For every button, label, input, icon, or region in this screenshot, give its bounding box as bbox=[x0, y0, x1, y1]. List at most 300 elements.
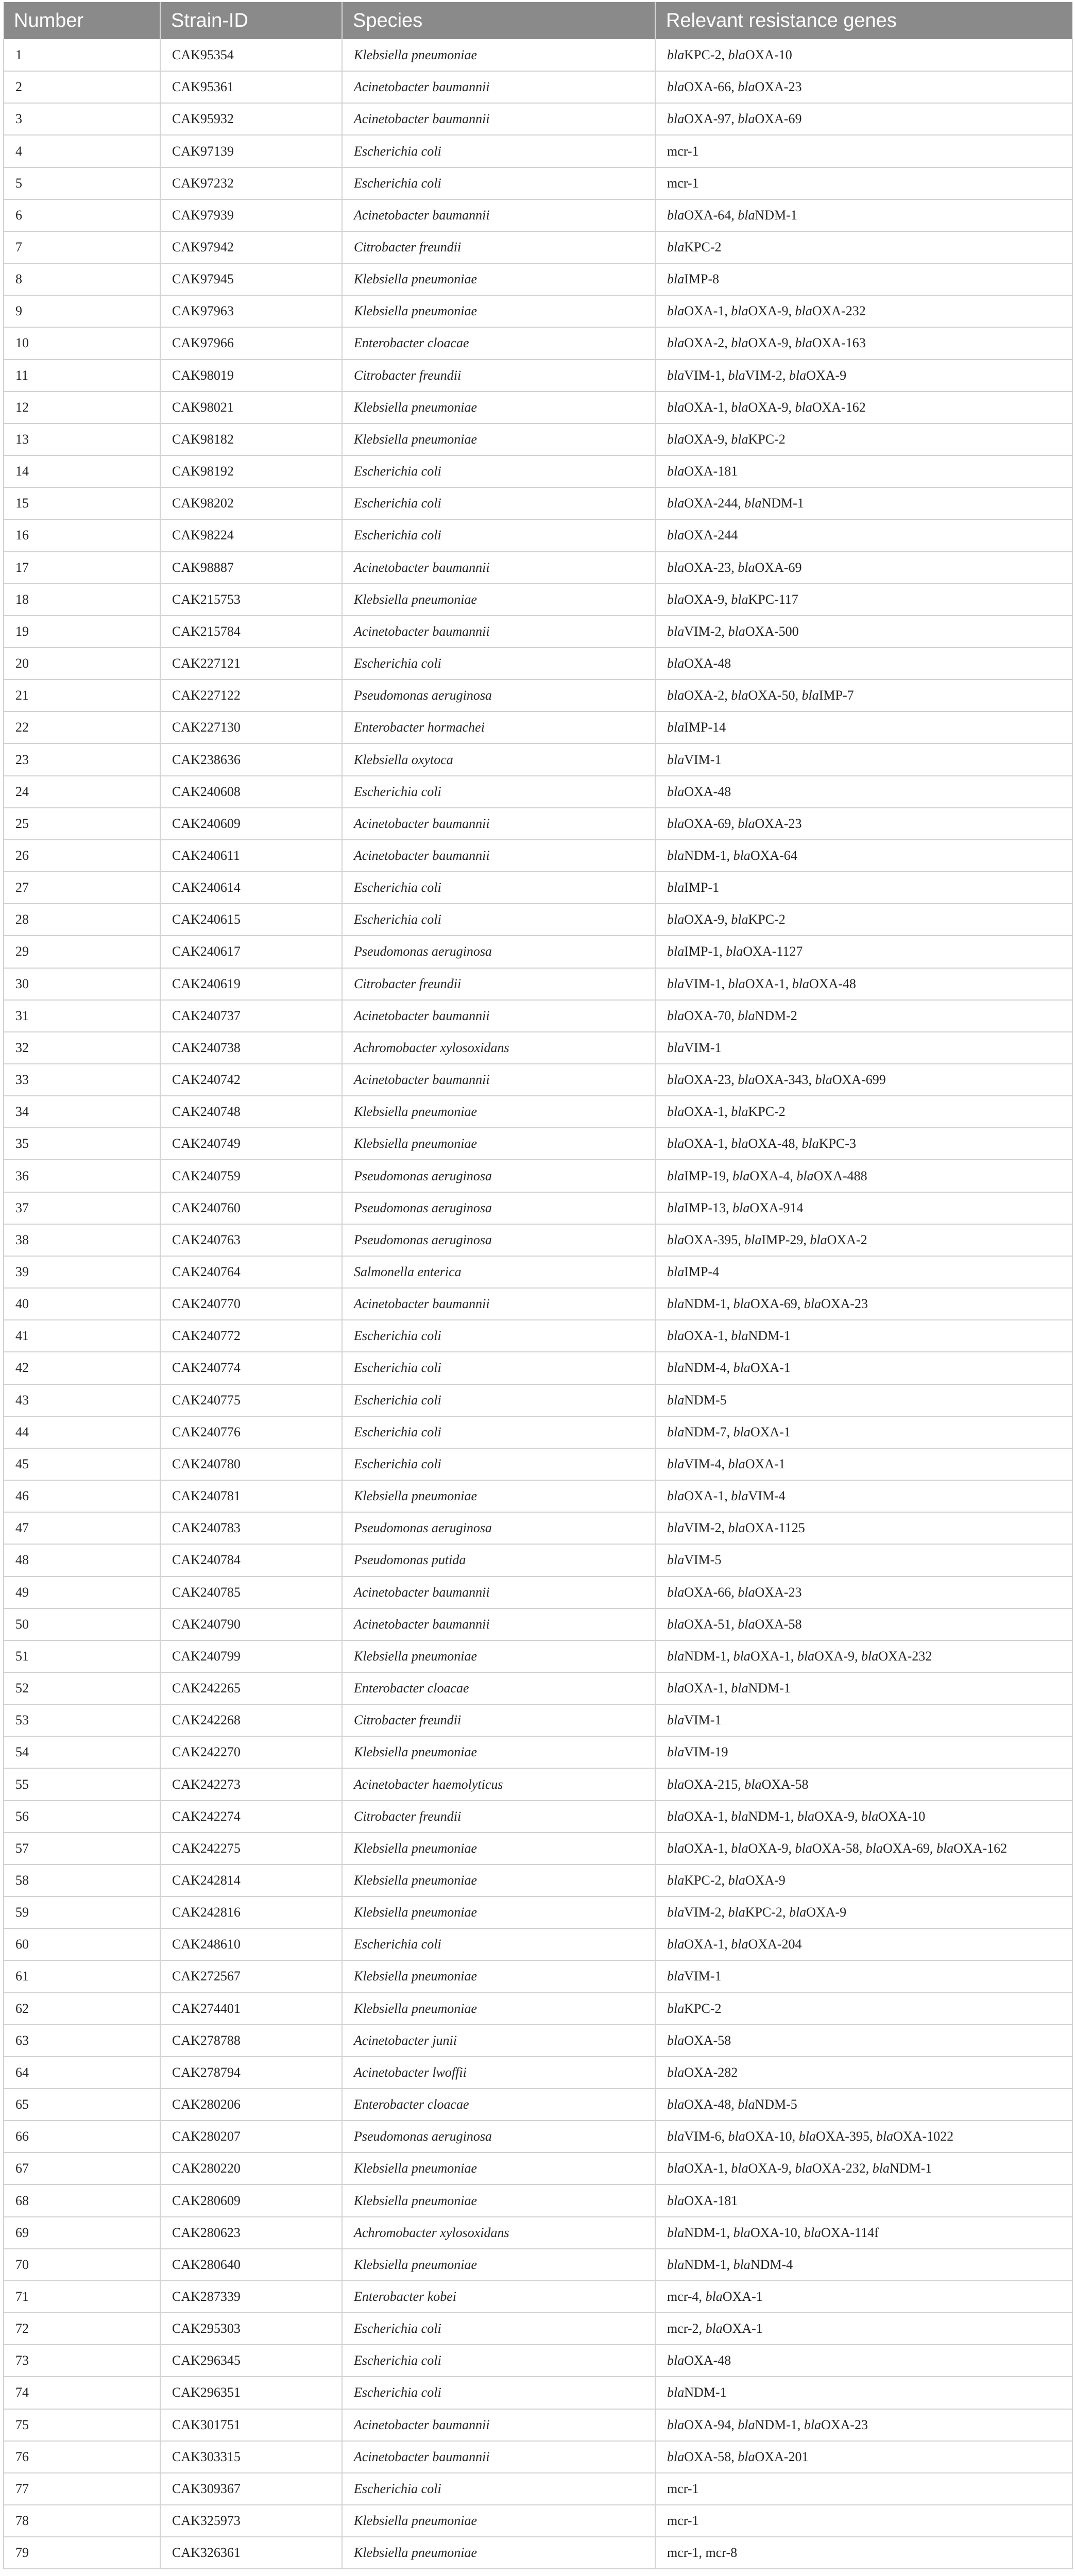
cell-species: Acinetobacter junii bbox=[342, 2025, 655, 2057]
cell-strain-id: CAK280207 bbox=[160, 2121, 342, 2153]
cell-species: Salmonella enterica bbox=[342, 1256, 655, 1288]
cell-strain-id: CAK242816 bbox=[160, 1896, 342, 1928]
cell-species: Acinetobacter baumannii bbox=[342, 103, 655, 135]
table-row bbox=[4, 584, 1072, 616]
cell-number: 27 bbox=[4, 872, 160, 904]
cell-species: Klebsiella pneumoniae bbox=[342, 295, 655, 327]
cell-genes: blaIMP-1, blaOXA-1127 bbox=[655, 936, 1072, 968]
cell-species: Pseudomonas aeruginosa bbox=[342, 936, 655, 968]
cell-strain-id: CAK280220 bbox=[160, 2153, 342, 2184]
table-row bbox=[4, 808, 1072, 840]
cell-species: Klebsiella pneumoniae bbox=[342, 1640, 655, 1672]
cell-genes: blaVIM-1, blaVIM-2, blaOXA-9 bbox=[655, 360, 1072, 392]
cell-genes: blaVIM-2, blaOXA-500 bbox=[655, 616, 1072, 648]
table-row bbox=[4, 1128, 1072, 1160]
cell-number: 40 bbox=[4, 1288, 160, 1320]
cell-species: Enterobacter cloacae bbox=[342, 1672, 655, 1704]
table-row bbox=[4, 1096, 1072, 1128]
cell-genes: blaOXA-66, blaOXA-23 bbox=[655, 71, 1072, 103]
table-row bbox=[4, 840, 1072, 872]
cell-species: Pseudomonas aeruginosa bbox=[342, 1192, 655, 1224]
table-row bbox=[4, 327, 1072, 359]
cell-species: Klebsiella pneumoniae bbox=[342, 1865, 655, 1896]
table-row bbox=[4, 904, 1072, 936]
table-row bbox=[4, 2537, 1072, 2569]
table-row bbox=[4, 2473, 1072, 2505]
cell-number: 57 bbox=[4, 1833, 160, 1865]
resistance-genes-table bbox=[3, 2, 1073, 2569]
cell-genes: blaVIM-5 bbox=[655, 1544, 1072, 1576]
table-row bbox=[4, 199, 1072, 231]
cell-genes: blaOXA-244, blaNDM-1 bbox=[655, 487, 1072, 519]
table-row bbox=[4, 552, 1072, 584]
cell-strain-id: CAK97139 bbox=[160, 135, 342, 167]
table-row bbox=[4, 455, 1072, 487]
cell-strain-id: CAK280623 bbox=[160, 2217, 342, 2249]
cell-species: Pseudomonas aeruginosa bbox=[342, 680, 655, 711]
cell-genes: blaVIM-4, blaOXA-1 bbox=[655, 1448, 1072, 1480]
cell-strain-id: CAK287339 bbox=[160, 2281, 342, 2313]
cell-number: 25 bbox=[4, 808, 160, 840]
cell-number: 70 bbox=[4, 2249, 160, 2281]
cell-genes: blaIMP-4 bbox=[655, 1256, 1072, 1288]
cell-species: Escherichia coli bbox=[342, 2473, 655, 2505]
cell-genes: blaIMP-8 bbox=[655, 263, 1072, 295]
cell-genes: blaOXA-94, blaNDM-1, blaOXA-23 bbox=[655, 2409, 1072, 2441]
table-row bbox=[4, 1928, 1072, 1960]
cell-genes: blaOXA-244 bbox=[655, 519, 1072, 551]
cell-strain-id: CAK240770 bbox=[160, 1288, 342, 1320]
cell-species: Klebsiella pneumoniae bbox=[342, 423, 655, 455]
cell-number: 22 bbox=[4, 711, 160, 743]
cell-strain-id: CAK240738 bbox=[160, 1032, 342, 1064]
cell-genes: blaOXA-51, blaOXA-58 bbox=[655, 1608, 1072, 1640]
cell-genes: blaOXA-69, blaOXA-23 bbox=[655, 808, 1072, 840]
table-row bbox=[4, 1896, 1072, 1928]
table-row bbox=[4, 1993, 1072, 2025]
cell-strain-id: CAK238636 bbox=[160, 743, 342, 775]
cell-number: 76 bbox=[4, 2441, 160, 2473]
cell-genes: blaOXA-58, blaOXA-201 bbox=[655, 2441, 1072, 2473]
cell-species: Pseudomonas putida bbox=[342, 1544, 655, 1576]
cell-species: Klebsiella pneumoniae bbox=[342, 2249, 655, 2281]
cell-species: Klebsiella pneumoniae bbox=[342, 1960, 655, 1992]
cell-number: 44 bbox=[4, 1416, 160, 1448]
cell-species: Citrobacter freundii bbox=[342, 1704, 655, 1736]
cell-species: Escherichia coli bbox=[342, 135, 655, 167]
table-row bbox=[4, 1192, 1072, 1224]
cell-strain-id: CAK240776 bbox=[160, 1416, 342, 1448]
cell-strain-id: CAK278794 bbox=[160, 2057, 342, 2089]
cell-genes: blaOXA-181 bbox=[655, 455, 1072, 487]
cell-strain-id: CAK240775 bbox=[160, 1384, 342, 1416]
cell-strain-id: CAK240799 bbox=[160, 1640, 342, 1672]
cell-strain-id: CAK240614 bbox=[160, 872, 342, 904]
cell-genes: blaNDM-1, blaOXA-1, blaOXA-9, blaOXA-232 bbox=[655, 1640, 1072, 1672]
cell-number: 61 bbox=[4, 1960, 160, 1992]
cell-genes: blaOXA-9, blaKPC-2 bbox=[655, 904, 1072, 936]
cell-strain-id: CAK240619 bbox=[160, 968, 342, 1000]
cell-genes: blaOXA-1, blaNDM-1 bbox=[655, 1320, 1072, 1352]
cell-species: Acinetobacter baumannii bbox=[342, 1288, 655, 1320]
cell-number: 68 bbox=[4, 2184, 160, 2216]
table-row bbox=[4, 1833, 1072, 1865]
cell-genes: blaIMP-13, blaOXA-914 bbox=[655, 1192, 1072, 1224]
cell-number: 41 bbox=[4, 1320, 160, 1352]
cell-number: 54 bbox=[4, 1736, 160, 1768]
table-row bbox=[4, 295, 1072, 327]
table-row bbox=[4, 1000, 1072, 1032]
cell-species: Enterobacter cloacae bbox=[342, 327, 655, 359]
header-resistance-genes: Relevant resistance genes bbox=[655, 2, 1072, 39]
cell-species: Escherichia coli bbox=[342, 1320, 655, 1352]
cell-number: 39 bbox=[4, 1256, 160, 1288]
cell-species: Acinetobacter baumannii bbox=[342, 552, 655, 584]
cell-genes: blaOXA-48, blaNDM-5 bbox=[655, 2089, 1072, 2121]
cell-genes: mcr-1 bbox=[655, 2473, 1072, 2505]
cell-strain-id: CAK240759 bbox=[160, 1160, 342, 1192]
cell-genes: mcr-1, mcr-8 bbox=[655, 2537, 1072, 2569]
table-row bbox=[4, 2025, 1072, 2057]
cell-strain-id: CAK296351 bbox=[160, 2377, 342, 2409]
cell-number: 63 bbox=[4, 2025, 160, 2057]
table-container bbox=[3, 2, 1072, 2569]
table-row bbox=[4, 616, 1072, 648]
cell-number: 75 bbox=[4, 2409, 160, 2441]
cell-strain-id: CAK240772 bbox=[160, 1320, 342, 1352]
cell-strain-id: CAK280609 bbox=[160, 2184, 342, 2216]
cell-number: 1 bbox=[4, 39, 160, 71]
table-row bbox=[4, 1064, 1072, 1096]
cell-number: 21 bbox=[4, 680, 160, 711]
cell-genes: blaOXA-181 bbox=[655, 2184, 1072, 2216]
cell-genes: blaOXA-2, blaOXA-9, blaOXA-163 bbox=[655, 327, 1072, 359]
cell-species: Escherichia coli bbox=[342, 1384, 655, 1416]
cell-strain-id: CAK240781 bbox=[160, 1480, 342, 1512]
cell-genes: blaOXA-97, blaOXA-69 bbox=[655, 103, 1072, 135]
cell-species: Klebsiella pneumoniae bbox=[342, 1993, 655, 2025]
cell-species: Acinetobacter baumannii bbox=[342, 2441, 655, 2473]
cell-species: Citrobacter freundii bbox=[342, 1801, 655, 1833]
cell-genes: blaOXA-1, blaOXA-204 bbox=[655, 1928, 1072, 1960]
table-row bbox=[4, 1160, 1072, 1192]
cell-strain-id: CAK240760 bbox=[160, 1192, 342, 1224]
cell-number: 17 bbox=[4, 552, 160, 584]
cell-strain-id: CAK240615 bbox=[160, 904, 342, 936]
cell-species: Acinetobacter baumannii bbox=[342, 1608, 655, 1640]
cell-species: Escherichia coli bbox=[342, 872, 655, 904]
cell-strain-id: CAK242270 bbox=[160, 1736, 342, 1768]
cell-strain-id: CAK278788 bbox=[160, 2025, 342, 2057]
cell-strain-id: CAK240737 bbox=[160, 1000, 342, 1032]
cell-genes: blaOXA-1, blaOXA-9, blaOXA-58, blaOXA-69, blaOXA-162 bbox=[655, 1833, 1072, 1865]
cell-species: Achromobacter xylosoxidans bbox=[342, 1032, 655, 1064]
cell-number: 33 bbox=[4, 1064, 160, 1096]
table-row bbox=[4, 743, 1072, 775]
cell-genes: blaNDM-1, blaNDM-4 bbox=[655, 2249, 1072, 2281]
cell-strain-id: CAK97232 bbox=[160, 167, 342, 199]
cell-strain-id: CAK98182 bbox=[160, 423, 342, 455]
cell-species: Klebsiella pneumoniae bbox=[342, 1128, 655, 1160]
cell-genes: blaOXA-1, blaNDM-1 bbox=[655, 1672, 1072, 1704]
cell-number: 62 bbox=[4, 1993, 160, 2025]
cell-genes: blaKPC-2 bbox=[655, 231, 1072, 263]
cell-strain-id: CAK296345 bbox=[160, 2345, 342, 2377]
table-row bbox=[4, 776, 1072, 808]
cell-genes: blaKPC-2, blaOXA-10 bbox=[655, 39, 1072, 71]
cell-number: 31 bbox=[4, 1000, 160, 1032]
cell-species: Escherichia coli bbox=[342, 776, 655, 808]
cell-number: 36 bbox=[4, 1160, 160, 1192]
table-row bbox=[4, 680, 1072, 711]
cell-number: 50 bbox=[4, 1608, 160, 1640]
cell-species: Klebsiella pneumoniae bbox=[342, 2537, 655, 2569]
cell-strain-id: CAK95361 bbox=[160, 71, 342, 103]
cell-strain-id: CAK326361 bbox=[160, 2537, 342, 2569]
cell-genes: mcr-2, blaOXA-1 bbox=[655, 2313, 1072, 2345]
cell-number: 6 bbox=[4, 199, 160, 231]
cell-species: Acinetobacter baumannii bbox=[342, 840, 655, 872]
cell-species: Escherichia coli bbox=[342, 904, 655, 936]
cell-genes: blaOXA-1, blaOXA-9, blaOXA-232, blaNDM-1 bbox=[655, 2153, 1072, 2184]
cell-number: 5 bbox=[4, 167, 160, 199]
cell-strain-id: CAK240784 bbox=[160, 1544, 342, 1576]
cell-genes: blaOXA-48 bbox=[655, 776, 1072, 808]
cell-species: Klebsiella pneumoniae bbox=[342, 263, 655, 295]
cell-genes: blaNDM-1, blaOXA-69, blaOXA-23 bbox=[655, 1288, 1072, 1320]
cell-number: 30 bbox=[4, 968, 160, 1000]
cell-genes: blaOXA-9, blaKPC-2 bbox=[655, 423, 1072, 455]
cell-strain-id: CAK309367 bbox=[160, 2473, 342, 2505]
cell-strain-id: CAK98887 bbox=[160, 552, 342, 584]
cell-strain-id: CAK95354 bbox=[160, 39, 342, 71]
cell-strain-id: CAK98202 bbox=[160, 487, 342, 519]
cell-strain-id: CAK240748 bbox=[160, 1096, 342, 1128]
cell-number: 47 bbox=[4, 1512, 160, 1544]
cell-genes: blaNDM-4, blaOXA-1 bbox=[655, 1352, 1072, 1384]
table-row bbox=[4, 1384, 1072, 1416]
cell-genes: blaOXA-282 bbox=[655, 2057, 1072, 2089]
cell-number: 2 bbox=[4, 71, 160, 103]
cell-genes: blaOXA-48 bbox=[655, 2345, 1072, 2377]
table-row bbox=[4, 360, 1072, 392]
cell-number: 9 bbox=[4, 295, 160, 327]
cell-number: 19 bbox=[4, 616, 160, 648]
table-row bbox=[4, 2441, 1072, 2473]
cell-species: Escherichia coli bbox=[342, 519, 655, 551]
cell-strain-id: CAK303315 bbox=[160, 2441, 342, 2473]
cell-genes: blaVIM-1 bbox=[655, 1960, 1072, 1992]
cell-species: Klebsiella pneumoniae bbox=[342, 2153, 655, 2184]
cell-species: Klebsiella pneumoniae bbox=[342, 1896, 655, 1928]
table-row bbox=[4, 872, 1072, 904]
table-row bbox=[4, 648, 1072, 680]
cell-genes: blaVIM-19 bbox=[655, 1736, 1072, 1768]
table-row bbox=[4, 2153, 1072, 2184]
cell-strain-id: CAK97963 bbox=[160, 295, 342, 327]
cell-species: Acinetobacter baumannii bbox=[342, 808, 655, 840]
cell-genes: blaOXA-48 bbox=[655, 648, 1072, 680]
cell-species: Enterobacter hormachei bbox=[342, 711, 655, 743]
cell-number: 60 bbox=[4, 1928, 160, 1960]
cell-species: Klebsiella pneumoniae bbox=[342, 2184, 655, 2216]
cell-number: 59 bbox=[4, 1896, 160, 1928]
cell-species: Klebsiella pneumoniae bbox=[342, 1833, 655, 1865]
cell-genes: blaVIM-2, blaKPC-2, blaOXA-9 bbox=[655, 1896, 1072, 1928]
cell-strain-id: CAK97966 bbox=[160, 327, 342, 359]
cell-genes: blaOXA-1, blaOXA-48, blaKPC-3 bbox=[655, 1128, 1072, 1160]
cell-strain-id: CAK242265 bbox=[160, 1672, 342, 1704]
cell-number: 7 bbox=[4, 231, 160, 263]
cell-genes: blaOXA-64, blaNDM-1 bbox=[655, 199, 1072, 231]
cell-strain-id: CAK98021 bbox=[160, 392, 342, 423]
cell-number: 48 bbox=[4, 1544, 160, 1576]
cell-genes: blaNDM-1, blaOXA-10, blaOXA-114f bbox=[655, 2217, 1072, 2249]
cell-genes: mcr-4, blaOXA-1 bbox=[655, 2281, 1072, 2313]
cell-number: 46 bbox=[4, 1480, 160, 1512]
cell-genes: blaVIM-6, blaOXA-10, blaOXA-395, blaOXA-1022 bbox=[655, 2121, 1072, 2153]
cell-strain-id: CAK97945 bbox=[160, 263, 342, 295]
cell-species: Klebsiella pneumoniae bbox=[342, 1480, 655, 1512]
cell-genes: blaOXA-70, blaNDM-2 bbox=[655, 1000, 1072, 1032]
cell-genes: blaOXA-1, blaNDM-1, blaOXA-9, blaOXA-10 bbox=[655, 1801, 1072, 1833]
cell-strain-id: CAK240780 bbox=[160, 1448, 342, 1480]
cell-species: Escherichia coli bbox=[342, 487, 655, 519]
cell-species: Klebsiella pneumoniae bbox=[342, 584, 655, 616]
cell-species: Enterobacter cloacae bbox=[342, 2089, 655, 2121]
cell-species: Pseudomonas aeruginosa bbox=[342, 1512, 655, 1544]
cell-genes: blaIMP-14 bbox=[655, 711, 1072, 743]
cell-number: 67 bbox=[4, 2153, 160, 2184]
cell-number: 14 bbox=[4, 455, 160, 487]
cell-species: Escherichia coli bbox=[342, 167, 655, 199]
table-row bbox=[4, 1352, 1072, 1384]
cell-species: Pseudomonas aeruginosa bbox=[342, 1160, 655, 1192]
cell-strain-id: CAK240790 bbox=[160, 1608, 342, 1640]
table-row bbox=[4, 2345, 1072, 2377]
header-strain-id: Strain-ID bbox=[160, 2, 342, 39]
cell-genes: blaOXA-1, blaVIM-4 bbox=[655, 1480, 1072, 1512]
cell-strain-id: CAK325973 bbox=[160, 2505, 342, 2537]
cell-species: Acinetobacter baumannii bbox=[342, 71, 655, 103]
cell-number: 66 bbox=[4, 2121, 160, 2153]
cell-number: 69 bbox=[4, 2217, 160, 2249]
cell-number: 58 bbox=[4, 1865, 160, 1896]
cell-species: Acinetobacter baumannii bbox=[342, 2409, 655, 2441]
cell-strain-id: CAK98224 bbox=[160, 519, 342, 551]
table-row bbox=[4, 1704, 1072, 1736]
cell-genes: blaOXA-23, blaOXA-343, blaOXA-699 bbox=[655, 1064, 1072, 1096]
cell-number: 3 bbox=[4, 103, 160, 135]
cell-strain-id: CAK98019 bbox=[160, 360, 342, 392]
table-row bbox=[4, 968, 1072, 1000]
table-row bbox=[4, 167, 1072, 199]
cell-strain-id: CAK98192 bbox=[160, 455, 342, 487]
table-row bbox=[4, 1768, 1072, 1800]
header-species: Species bbox=[342, 2, 655, 39]
cell-number: 43 bbox=[4, 1384, 160, 1416]
cell-number: 18 bbox=[4, 584, 160, 616]
cell-species: Pseudomonas aeruginosa bbox=[342, 2121, 655, 2153]
cell-genes: blaOXA-2, blaOXA-50, blaIMP-7 bbox=[655, 680, 1072, 711]
cell-number: 32 bbox=[4, 1032, 160, 1064]
cell-number: 45 bbox=[4, 1448, 160, 1480]
table-row bbox=[4, 1736, 1072, 1768]
cell-species: Klebsiella pneumoniae bbox=[342, 39, 655, 71]
cell-number: 28 bbox=[4, 904, 160, 936]
cell-strain-id: CAK240774 bbox=[160, 1352, 342, 1384]
cell-strain-id: CAK240609 bbox=[160, 808, 342, 840]
cell-species: Escherichia coli bbox=[342, 1352, 655, 1384]
cell-strain-id: CAK240611 bbox=[160, 840, 342, 872]
cell-number: 4 bbox=[4, 135, 160, 167]
table-row bbox=[4, 1224, 1072, 1256]
table-row bbox=[4, 2184, 1072, 2216]
cell-strain-id: CAK227122 bbox=[160, 680, 342, 711]
cell-number: 71 bbox=[4, 2281, 160, 2313]
cell-strain-id: CAK240608 bbox=[160, 776, 342, 808]
cell-number: 56 bbox=[4, 1801, 160, 1833]
cell-number: 38 bbox=[4, 1224, 160, 1256]
table-row bbox=[4, 1960, 1072, 1992]
table-row bbox=[4, 423, 1072, 455]
table-row bbox=[4, 1544, 1072, 1576]
cell-number: 10 bbox=[4, 327, 160, 359]
cell-strain-id: CAK248610 bbox=[160, 1928, 342, 1960]
cell-species: Acinetobacter baumannii bbox=[342, 199, 655, 231]
table-row bbox=[4, 2409, 1072, 2441]
cell-genes: mcr-1 bbox=[655, 135, 1072, 167]
cell-species: Escherichia coli bbox=[342, 1448, 655, 1480]
cell-number: 12 bbox=[4, 392, 160, 423]
cell-number: 35 bbox=[4, 1128, 160, 1160]
cell-species: Escherichia coli bbox=[342, 648, 655, 680]
table-row bbox=[4, 2313, 1072, 2345]
cell-strain-id: CAK242814 bbox=[160, 1865, 342, 1896]
cell-number: 26 bbox=[4, 840, 160, 872]
cell-species: Acinetobacter haemolyticus bbox=[342, 1768, 655, 1800]
cell-species: Klebsiella oxytoca bbox=[342, 743, 655, 775]
cell-genes: blaOXA-58 bbox=[655, 2025, 1072, 2057]
cell-number: 16 bbox=[4, 519, 160, 551]
cell-strain-id: CAK242273 bbox=[160, 1768, 342, 1800]
table-row bbox=[4, 1577, 1072, 1608]
cell-genes: blaNDM-7, blaOXA-1 bbox=[655, 1416, 1072, 1448]
cell-number: 15 bbox=[4, 487, 160, 519]
table-row bbox=[4, 519, 1072, 551]
cell-number: 53 bbox=[4, 1704, 160, 1736]
cell-strain-id: CAK280206 bbox=[160, 2089, 342, 2121]
cell-species: Escherichia coli bbox=[342, 455, 655, 487]
table-row bbox=[4, 1288, 1072, 1320]
cell-strain-id: CAK295303 bbox=[160, 2313, 342, 2345]
header-row bbox=[4, 2, 1072, 39]
cell-genes: mcr-1 bbox=[655, 167, 1072, 199]
table-row bbox=[4, 1032, 1072, 1064]
table-row bbox=[4, 1480, 1072, 1512]
cell-number: 52 bbox=[4, 1672, 160, 1704]
cell-species: Acinetobacter lwoffii bbox=[342, 2057, 655, 2089]
table-row bbox=[4, 103, 1072, 135]
cell-genes: blaOXA-1, blaKPC-2 bbox=[655, 1096, 1072, 1128]
table-row bbox=[4, 936, 1072, 968]
cell-genes: blaOXA-23, blaOXA-69 bbox=[655, 552, 1072, 584]
table-row bbox=[4, 392, 1072, 423]
cell-number: 78 bbox=[4, 2505, 160, 2537]
table-row bbox=[4, 2217, 1072, 2249]
cell-genes: blaVIM-1 bbox=[655, 743, 1072, 775]
cell-number: 65 bbox=[4, 2089, 160, 2121]
